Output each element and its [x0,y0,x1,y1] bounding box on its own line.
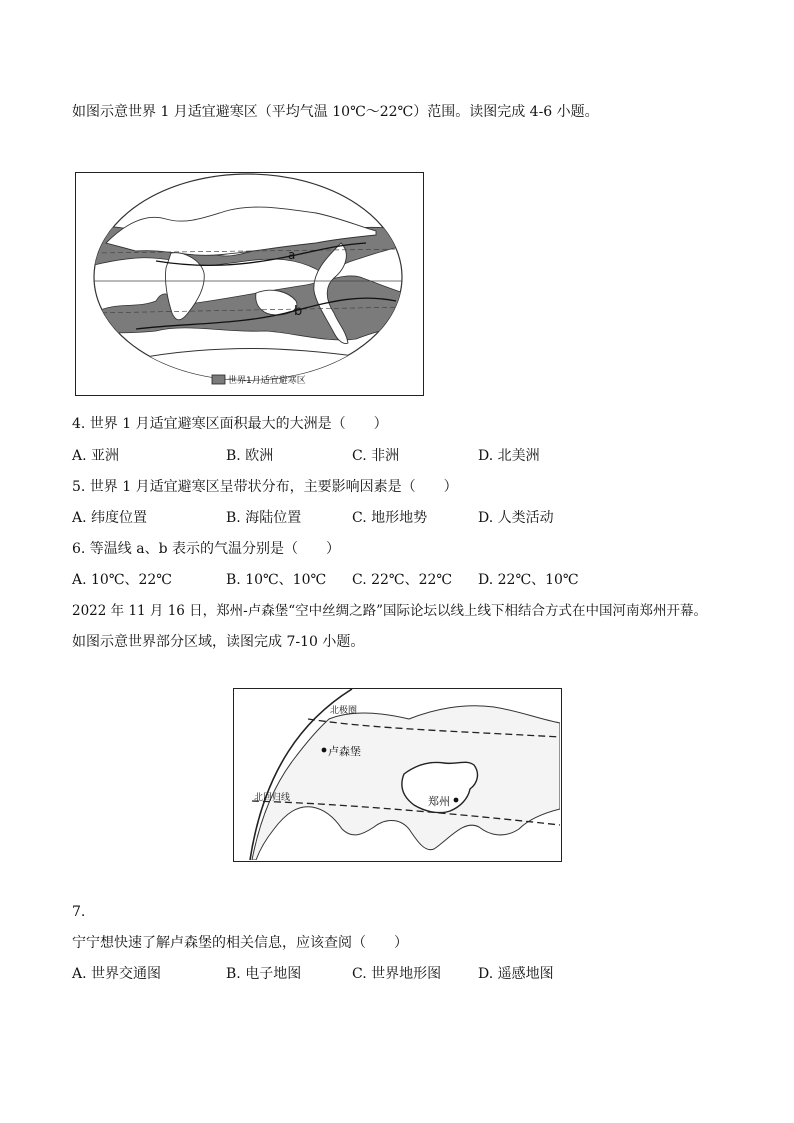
q4-option-c[interactable]: C. 非洲 [352,448,400,464]
q7-option-b[interactable]: B. 电子地图 [226,966,302,982]
antarctica-outline [116,349,396,394]
tropic-of-cancer-label: 北回归线 [254,793,291,803]
question-7-number: 7. [72,904,86,920]
q6-option-a[interactable]: A. 10℃、22℃ [72,572,172,588]
eurasia-map-svg [234,689,560,860]
q5-option-d[interactable]: D. 人类活动 [478,510,554,526]
q7-option-a[interactable]: A. 世界交通图 [72,966,162,982]
question-4-stem: 4. 世界 1 月适宜避寒区面积最大的大洲是（ ） [72,416,388,432]
question-7-stem: 宁宁想快速了解卢森堡的相关信息，应该查阅（ ） [72,935,408,951]
eurasia-map-figure [233,688,562,862]
question-6-options [72,570,712,590]
question-7-options [72,964,712,984]
world-map-ellipse [76,173,422,394]
winter-refuge-map-figure [75,172,424,396]
q6-option-d[interactable]: D. 22℃、10℃ [478,572,579,588]
isotherm-b-label: b [294,304,303,319]
q5-option-c[interactable]: C. 地形地势 [352,510,428,526]
question-5-stem: 5. 世界 1 月适宜避寒区呈带状分布，主要影响因素是（ ） [72,479,458,495]
question-4-options [72,446,712,466]
intro-text-2-line-1: 2022 年 11 月 16 日，郑州-卢森堡“空中丝绸之路”国际论坛以线上线下相结合方式在中国河南郑州开幕。 [72,603,708,619]
isotherm-a-label: a [288,248,296,262]
luxembourg-label: 卢森堡 [328,745,361,758]
intro-text-1: 如图示意世界 1 月适宜避寒区（平均气温 10℃～22℃）范围。读图完成 4-6 小题。 [72,104,599,120]
q6-option-c[interactable]: C. 22℃、22℃ [352,572,453,588]
question-5-options [72,508,712,528]
arctic-circle-label: 北极圈 [330,706,358,716]
q5-option-b[interactable]: B. 海陆位置 [226,510,302,526]
luxembourg-marker [322,748,327,753]
zhengzhou-label: 郑州 [428,795,450,808]
q5-option-a[interactable]: A. 纬度位置 [72,510,148,526]
q4-option-b[interactable]: B. 欧洲 [226,448,274,464]
legend-label: 世界1月适宜避寒区 [228,376,306,386]
q7-option-c[interactable]: C. 世界地形图 [352,966,442,982]
zhengzhou-marker [454,798,459,803]
q7-option-d[interactable]: D. 遥感地图 [478,966,554,982]
q4-option-a[interactable]: A. 亚洲 [72,448,120,464]
intro-text-2-line-2: 如图示意世界部分区域，读图完成 7-10 小题。 [72,634,365,650]
legend-swatch [212,375,225,384]
question-6-stem: 6. 等温线 a、b 表示的气温分别是（ ） [72,541,341,557]
q4-option-d[interactable]: D. 北美洲 [478,448,540,464]
q6-option-b[interactable]: B. 10℃、10℃ [226,572,327,588]
